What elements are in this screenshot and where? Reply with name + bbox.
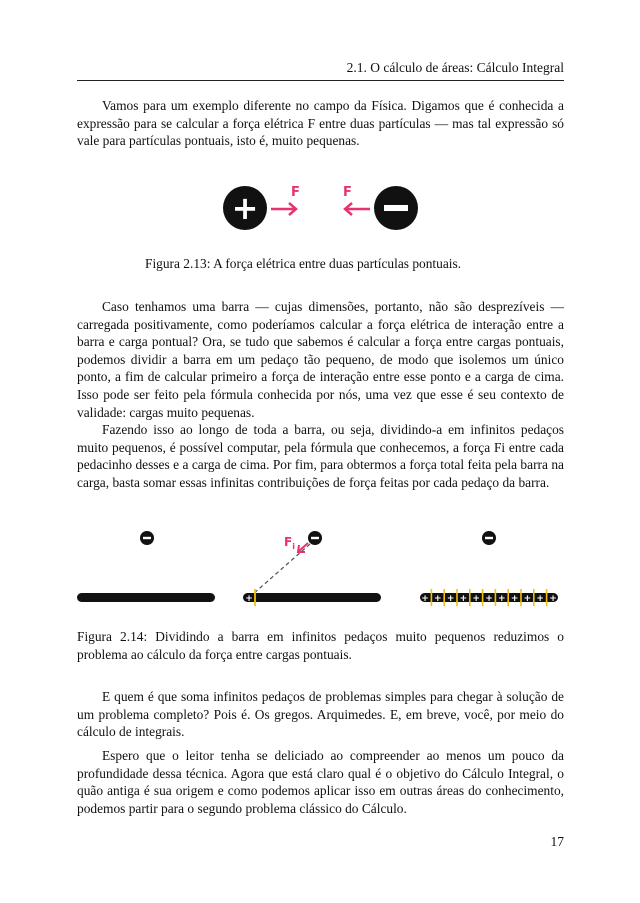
bar-3-segment-plus: + [459,594,468,604]
figure-2-14-caption: Figura 2.14: Dividindo a barra em infinitos pedaços muito pequenos reduzimos o problema ao cálculo da força entre cargas pontuais. [77,629,564,662]
force-fi-label: $F_i$ [284,535,295,551]
point-charge-2-minus [311,537,319,539]
point-charge-1-minus [143,537,151,539]
bar-2 [243,593,381,602]
bar-3-segment-plus: + [446,594,455,604]
paragraph-5: Espero que o leitor tenha se deliciado ao compreender ao menos um pouco da profundidade dessa técnica. Agora que está claro qual é o objetivo do Cálculo Integral, o quão antiga é sua origem e como podemos aplicar isso em outras áreas do conhecimento, podemos partir para o segundo problema clássico do Cálculo. [77,748,564,816]
bar-3-segment-plus: + [485,594,493,604]
force-label-right: F [343,185,352,200]
bar-3-segment-plus: + [472,594,480,604]
paragraph-3-text: Fazendo isso ao longo de toda a barra, ou seja, dividindo-a em infinitos pedaços muito pequenos, é possível computar, pela fórmula que conhecemos, a força Fi entre cada pedacinho desses e a carga de cima. Por fim, para obtermos a força total feita pela barra na carga, basta somar essas infinitas contribuições de força feitas por cada pedaço da barra. [77,422,564,490]
positive-charge-symbol: + [231,189,259,227]
bar-3-segment-plus: + [536,594,544,604]
paragraph-4: E quem é que soma infinitos pedaços de problemas simples para chegar à solução de um problema completo? Pois é. Os gregos. Arquimedes. E, em breve, você, por meio do cálculo de integrais. [77,689,564,740]
force-label-left: F [291,185,300,200]
paragraph-2: Caso tenhamos uma barra — cujas dimensões, portanto, não são desprezíveis — carregada positivamente, como poderíamos calcular a força elétrica de interação entre a barra e carga pontual? Ora, se tudo que sabemos é calcular a força entre cargas pontuais, podemos dividir a barra em um pedaço tão pequeno, de modo que isolemos um único ponto, a fim de calcular primeiro a força de interação entre esse ponto e a carga de cima. Isso pode ser feito pela fórmula conhecida por nós, uma vez que esse é seu contexto de validade: cargas muito pequenas. [77,299,564,420]
bar-3-segment-plus: + [498,594,506,604]
page-number: 17 [550,834,564,849]
bar-3-segment-plus: + [549,594,557,604]
bar-3-segment-plus: + [421,594,429,604]
bar-3-segment-plus: + [510,594,519,604]
negative-charge-symbol [384,205,408,211]
bar-2-segment-plus: + [245,594,253,604]
bar-3-segment-plus: + [523,594,532,604]
paragraph-1: Vamos para um exemplo diferente no campo da Física. Digamos que é conhecida a expressão para se calcular a força elétrica F entre duas partículas — mas tal expressão só vale para partículas pontuais, isto é, muito pequenas. [77,98,564,149]
header-rule [77,80,564,81]
running-header: 2.1. O cálculo de áreas: Cálculo Integral [346,60,564,75]
figure-2-13 [215,180,425,240]
paragraph-3 [77,421,564,491]
point-charge-3-minus [485,537,493,539]
figure-2-14 [75,522,565,612]
bar-3-segments [421,589,557,606]
figure-2-13-caption: Figura 2.13: A força elétrica entre duas partículas pontuais. [145,256,462,271]
bar-1 [77,593,215,602]
bar-3-segment-plus: + [434,594,442,604]
